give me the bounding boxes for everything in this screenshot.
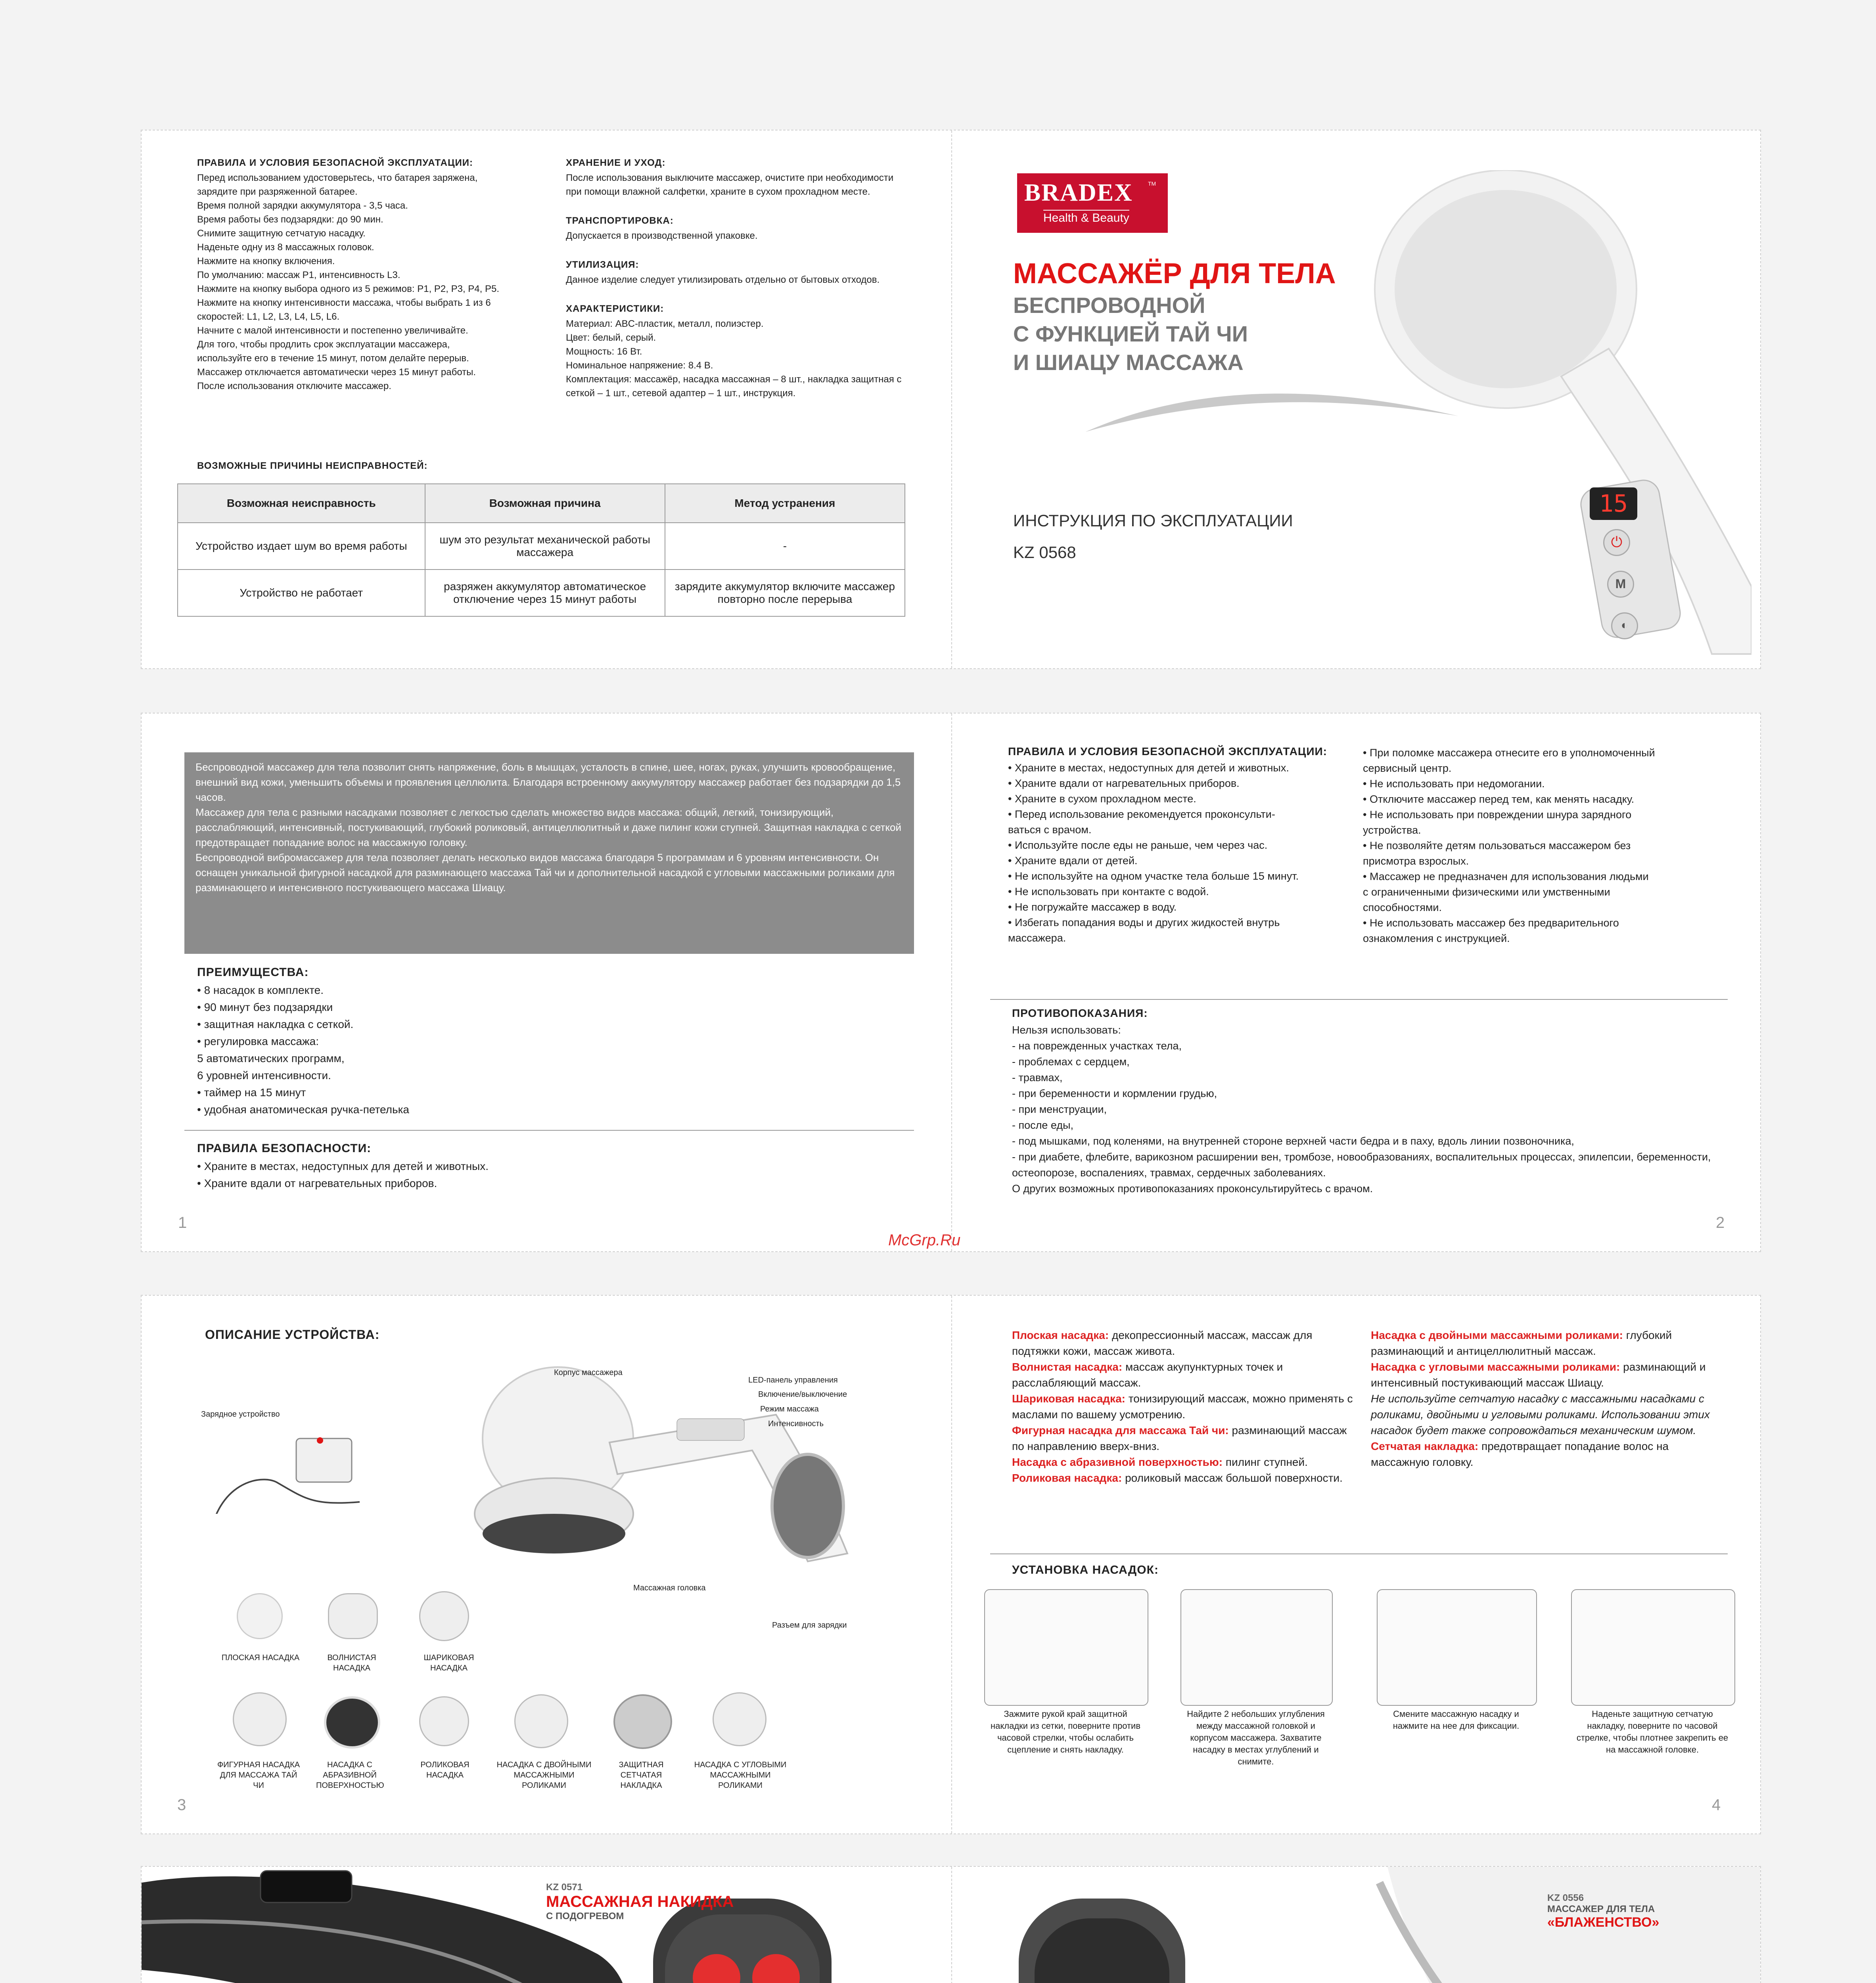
rules-line: Для того, чтобы продлить срок эксплуатации массажера,	[197, 339, 450, 350]
attachment-text: разминающий массаж по направлению вверх-вниз.	[1012, 1424, 1347, 1452]
mesh-desc	[1371, 1438, 1712, 1470]
attachment-term: Роликовая насадка:	[1012, 1472, 1122, 1484]
faults-title	[197, 460, 427, 474]
table-header-row	[178, 484, 905, 523]
caption-abrasive: НАСАДКА С АБРАЗИВНОЙ ПОВЕРХНОСТЬЮ	[316, 1761, 384, 1790]
contra-list	[1012, 1022, 1734, 1197]
attachment-term: Волнистая насадка:	[1012, 1361, 1123, 1373]
step-1-illustration	[984, 1589, 1148, 1706]
caption-wavy: ВОЛНИСТАЯ НАСАДКА	[327, 1653, 376, 1672]
table-cell: разряжен аккумулятор автоматическое отключение через 15 минут работы	[425, 570, 665, 616]
rules-line: Начните с малой интенсивности и постепенно увеличивайте.	[197, 325, 468, 336]
advantage-item: • регулировка массажа:	[197, 1035, 319, 1047]
storage-text: После использования выключите массажер, очистите при необходимости при помощи влажной салфетки, храните в сухом прохладном месте.	[566, 173, 894, 197]
mesh-term: Сетчатая накладка:	[1371, 1440, 1479, 1452]
step-1-text: Зажмите рукой край защитной накладки из сетки, поверните против часовой стрелки, чтобы ослабить сцепление и снять накладку.	[990, 1709, 1141, 1755]
rule-item: сервисный центр.	[1363, 762, 1452, 774]
brand-name: BRADEX	[1024, 179, 1133, 206]
rules-block	[197, 157, 554, 393]
rules-list	[197, 171, 554, 393]
rules-line: Нажмите на кнопку интенсивности массажа, чтобы выбрать 1 из 6	[197, 297, 491, 308]
mesh-note: Не используйте сетчатую насадку с массажными насадками с роликами, двойными и угловыми роликами. Использовании этих насадок будет также сопровождаться механическим шумом.	[1371, 1392, 1710, 1436]
attachment-description	[1012, 1454, 1353, 1470]
advantages-list	[197, 982, 554, 1118]
attachment-description	[1012, 1359, 1353, 1391]
device-title-text: ОПИСАНИЕ УСТРОЙСТВА:	[205, 1327, 380, 1342]
cover-subtitle-line: И ШИАЦУ МАССАЖА	[1013, 350, 1244, 375]
label-port: Разъем для зарядки	[772, 1621, 847, 1630]
transport-text: Допускается в производственной упаковке.	[566, 230, 758, 241]
table-cell: -	[665, 523, 905, 570]
rule-item: присмотра взрослых.	[1363, 855, 1469, 867]
rule-item: • При поломке массажера отнесите его в уполномоченный	[1363, 747, 1655, 759]
table-cell: шум это результат механической работы массажера	[425, 523, 665, 570]
storage-title: ХРАНЕНИЕ И УХОД:	[566, 157, 666, 168]
contra-item: - проблемах с сердцем,	[1012, 1056, 1130, 1068]
rules-line: скоростей: L1, L2, L3, L4, L5, L6.	[197, 311, 340, 322]
rules-line: Время полной зарядки аккумулятора - 3,5 часа.	[197, 200, 408, 211]
intro-paragraph: Беспроводной вибромассажер для тела позволяет делать несколько видов массажа благодаря 5 программам и 6 уровням интенсивности. Он оснащен уникальной фигурной насадкой для разминающего массажа Тай чи и дополнительной насадкой с угловыми массажными роликами для разминающего и интенсивного постукивающего массажа Шиацу.	[195, 852, 895, 894]
rule-item: • Храните в местах, недоступных для детей и животных.	[1008, 762, 1289, 774]
cover-title: МАССАЖЁР ДЛЯ ТЕЛА	[1013, 258, 1336, 290]
safety-block	[197, 1142, 792, 1192]
caption-mesh: ЗАЩИТНАЯ СЕТЧАТАЯ НАКЛАДКА	[619, 1761, 664, 1790]
contra-item: - под мышками, под коленями, на внутренней стороне верхней части бедра и в паху, вдоль линии позвоночника,	[1012, 1135, 1574, 1147]
brand-tm: TM	[1148, 180, 1156, 187]
fold-line	[951, 713, 952, 1251]
advantage-item: • таймер на 15 минут	[197, 1086, 306, 1099]
specs-list	[566, 317, 907, 400]
rule-item: • Не использовать массажер без предварительного	[1363, 917, 1619, 929]
rule-item: ваться с врачом.	[1008, 824, 1092, 836]
advantage-item: • 8 насадок в комплекте.	[197, 984, 324, 996]
desc-col2-list	[1371, 1327, 1712, 1391]
intensity-icon: ◐	[1611, 612, 1638, 639]
attachment-description	[1012, 1470, 1353, 1486]
massager-diagram	[451, 1347, 907, 1569]
sheet-device	[141, 1295, 1761, 1834]
rule-item: устройства.	[1363, 824, 1421, 836]
promo-kz0571	[546, 1882, 734, 1922]
description-col1	[1012, 1327, 1353, 1486]
attachment-taichi	[233, 1692, 287, 1746]
attachment-text: глубокий разминающий и антицеллюлитный массаж.	[1371, 1329, 1672, 1357]
attachment-term: Насадка с двойными массажными роликами:	[1371, 1329, 1623, 1341]
step-2-text: Найдите 2 небольших углубления между массажной головкой и корпусом массажера. Захватите насадку в местах углублений и снимите.	[1187, 1709, 1325, 1766]
faults-title-text: ВОЗМОЖНЫЕ ПРИЧИНЫ НЕИСПРАВНОСТЕЙ:	[197, 460, 428, 471]
advantage-item: • защитная накладка с сеткой.	[197, 1018, 354, 1030]
rules-line: По умолчанию: массаж P1, интенсивность L3.	[197, 270, 400, 280]
page-number: 2	[1716, 1214, 1725, 1231]
rules-line: используйте его в течение 15 минут, потом делайте перерыв.	[197, 353, 469, 364]
step-3-text: Смените массажную насадку и нажмите на нее для фиксации.	[1393, 1709, 1520, 1731]
attachment-description	[1371, 1327, 1712, 1359]
table-header-cell: Возможная причина	[425, 484, 665, 523]
rules-title: ПРАВИЛА И УСЛОВИЯ БЕЗОПАСНОЙ ЭКСПЛУАТАЦИИ:	[197, 157, 473, 168]
sub-kz0571: С ПОДОГРЕВОМ	[546, 1911, 624, 1922]
attachment-wavy	[328, 1593, 378, 1639]
rule-item: • Используйте после еды не раньше, чем через час.	[1008, 839, 1268, 851]
rule-item: • Храните вдали от детей.	[1008, 855, 1138, 867]
intro-text	[195, 759, 903, 895]
cover-subtitle-line: БЕСПРОВОДНОЙ	[1013, 293, 1205, 318]
cover-subtitle-line: С ФУНКЦИЕЙ ТАЙ ЧИ	[1013, 321, 1248, 346]
attachment-term: Насадка с абразивной поверхностью:	[1012, 1456, 1223, 1468]
specs-line: Номинальное напряжение: 8.4 В.	[566, 360, 713, 371]
rule-item: • Массажер не предназначен для использования людьми	[1363, 871, 1649, 882]
advantage-item: • удобная анатомическая ручка-петелька	[197, 1103, 410, 1116]
divider	[184, 1130, 914, 1131]
caption-roller: РОЛИКОВАЯ НАСАДКА	[420, 1761, 469, 1780]
sheet-promo	[141, 1866, 1761, 1983]
rule-item: • Отключите массажер перед тем, как менять насадку.	[1363, 793, 1635, 805]
step-4-illustration	[1571, 1589, 1735, 1706]
attachment-ball	[419, 1591, 469, 1641]
disposal-text: Данное изделие следует утилизировать отдельно от бытовых отходов.	[566, 274, 880, 285]
install-steps	[984, 1589, 1738, 1799]
attachment-description	[1012, 1391, 1353, 1423]
advantage-item: 5 автоматических программ,	[197, 1052, 345, 1064]
advantage-item: • 90 минут без подзарядки	[197, 1001, 333, 1013]
rule-item: с ограниченными физическими или умственными	[1363, 886, 1610, 898]
table-row	[178, 523, 905, 570]
label-head: Массажная головка	[633, 1584, 706, 1592]
rules-line: Перед использованием удостоверьтесь, что батарея заряжена,	[197, 173, 478, 183]
contra-item: - на поврежденных участках тела,	[1012, 1040, 1182, 1052]
specs-line: Мощность: 16 Вт.	[566, 346, 642, 357]
attachment-term: Шариковая насадка:	[1012, 1392, 1125, 1405]
code-kz0556: KZ 0556	[1547, 1893, 1584, 1903]
mesh-text: предотвращает попадание волос на массажную головку.	[1371, 1440, 1669, 1468]
rule-item: способностями.	[1363, 901, 1442, 913]
power-icon: ⏻	[1603, 529, 1630, 556]
attachment-text: массаж акупунктурных точек и расслабляющий массаж.	[1012, 1361, 1283, 1389]
rules-block-3	[1363, 745, 1720, 946]
table-header-cell: Возможная неисправность	[178, 484, 425, 523]
table-header-cell: Метод устранения	[665, 484, 905, 523]
attachment-term: Фигурная насадка для массажа Тай чи:	[1012, 1424, 1229, 1436]
contra-item: - травмах,	[1012, 1072, 1063, 1084]
sub-kz0556: МАССАЖЕР ДЛЯ ТЕЛА	[1547, 1904, 1655, 1914]
label-charger: Зарядное устройство	[201, 1410, 280, 1419]
rules-col2	[1363, 745, 1720, 946]
specs-line: Комплектация: массажёр, насадка массажная – 8 шт., накладка защитная с сеткой – 1 шт., сетевой адаптер – 1 шт., инструкция.	[566, 374, 902, 399]
intro-box	[184, 752, 914, 954]
massager-illustration	[1355, 170, 1751, 662]
attachment-text: разминающий и интенсивный постукивающий массаж Шиацу.	[1371, 1361, 1706, 1389]
caption-flat: ПЛОСКАЯ НАСАДКА	[221, 1653, 300, 1662]
step-4-text: Наденьте защитную сетчатую накладку, поверните по часовой стрелке, чтобы плотнее закрепить ее на массажной головке.	[1576, 1709, 1728, 1755]
safety-item: • Храните вдали от нагревательных приборов.	[197, 1177, 437, 1189]
rules-col1	[1008, 760, 1365, 946]
led-display: 15	[1590, 487, 1637, 520]
fold-line	[951, 130, 952, 668]
rules-line: Массажер отключается автоматически через 15 минут работы.	[197, 367, 476, 378]
device-title	[205, 1327, 379, 1344]
contra-title: ПРОТИВОПОКАЗАНИЯ:	[1012, 1007, 1148, 1019]
attachment-text: роликовый массаж большой поверхности.	[1122, 1472, 1343, 1484]
attachment-flat	[237, 1593, 283, 1639]
attachment-mesh	[613, 1694, 672, 1749]
attachment-double-roller	[514, 1694, 568, 1748]
rule-item: • Избегать попадания воды и других жидкостей внутрь	[1008, 917, 1280, 928]
rules-line: Снимите защитную сетчатую насадку.	[197, 228, 366, 239]
attachment-abrasive	[324, 1696, 380, 1749]
caption-ball: ШАРИКОВАЯ НАСАДКА	[423, 1653, 474, 1672]
transport-title: ТРАНСПОРТИРОВКА:	[566, 215, 674, 226]
label-body: Корпус массажера	[554, 1368, 623, 1377]
code-kz0571: KZ 0571	[546, 1882, 583, 1893]
rules-line: Нажмите на кнопку включения.	[197, 256, 335, 267]
table-row	[178, 570, 905, 616]
divider	[990, 1553, 1728, 1554]
title-kz0571: МАССАЖНАЯ НАКИДКА	[546, 1893, 734, 1910]
attachment-description	[1012, 1423, 1353, 1454]
attachment-angle-roller	[713, 1692, 766, 1746]
rule-item: • Не использовать при контакте с водой.	[1008, 886, 1209, 898]
contra-block	[1012, 1007, 1734, 1197]
rule-item: • Не использовать при недомогании.	[1363, 778, 1545, 790]
rules-line: Время работы без подзарядки: до 90 мин.	[197, 214, 383, 225]
manual-label: ИНСТРУКЦИЯ ПО ЭКСПЛУАТАЦИИ	[1013, 511, 1293, 530]
disposal-title: УТИЛИЗАЦИЯ:	[566, 259, 639, 270]
charger-illustration	[201, 1423, 379, 1514]
page-number: 1	[178, 1214, 187, 1231]
safety-title: ПРАВИЛА БЕЗОПАСНОСТИ:	[197, 1142, 372, 1155]
table-cell: зарядите аккумулятор включите массажер повторно после перерыва	[665, 570, 905, 616]
rules-title-2: ПРАВИЛА И УСЛОВИЯ БЕЗОПАСНОЙ ЭКСПЛУАТАЦИИ:	[1008, 745, 1327, 758]
brand-tagline: Health & Beauty	[1043, 210, 1129, 225]
contra-item: - при диабете, флебите, варикозном расширении вен, тромбозе, новообразованиях, воспалительных процессах, эпилепсии, беременности, остеопорозе, воспалениях, травмах, сердечных заболеваниях.	[1012, 1151, 1711, 1179]
contra-item: Нельзя использовать:	[1012, 1024, 1121, 1036]
specs-line: Материал: ABC-пластик, металл, полиэстер.	[566, 318, 764, 329]
sheet-cover	[141, 130, 1761, 669]
rules-line: После использования отключите массажер.	[197, 381, 391, 391]
safety-item: • Храните в местах, недоступных для детей и животных.	[197, 1160, 489, 1172]
rule-item: • Не использовать при повреждении шнура зарядного	[1363, 809, 1632, 821]
contra-item: - после еды,	[1012, 1119, 1073, 1131]
specs-line: Цвет: белый, серый.	[566, 332, 656, 343]
mode-icon: M	[1607, 571, 1634, 598]
install-title	[1012, 1563, 1159, 1579]
caption-double-roller: НАСАДКА С ДВОЙНЫМИ МАССАЖНЫМИ РОЛИКАМИ	[496, 1761, 592, 1790]
attachment-description	[1371, 1359, 1712, 1391]
caption-angle-roller: НАСАДКА С УГЛОВЫМИ МАССАЖНЫМИ РОЛИКАМИ	[694, 1761, 787, 1790]
step-2-illustration	[1180, 1589, 1333, 1706]
table-body	[178, 523, 905, 616]
rules-line: Наденьте одну из 8 массажных головок.	[197, 242, 374, 253]
model-label: KZ 0568	[1013, 543, 1076, 562]
label-led: LED-панель управления	[748, 1376, 838, 1385]
attachment-text: пилинг ступней.	[1223, 1456, 1308, 1468]
install-title-text: УСТАНОВКА НАСАДОК:	[1012, 1563, 1159, 1576]
watermark: McGrp.Ru	[888, 1231, 961, 1249]
rule-item: • Не используйте на одном участке тела больше 15 минут.	[1008, 870, 1299, 882]
divider	[990, 999, 1728, 1000]
rule-item: • Не позволяйте детям пользоваться массажером без	[1363, 840, 1631, 852]
label-intensity: Интенсивность	[768, 1419, 824, 1428]
label-power: Включение/выключение	[758, 1390, 847, 1399]
rule-item: • Не погружайте массажер в воду.	[1008, 901, 1177, 913]
safety-list	[197, 1158, 792, 1192]
table-cell: Устройство издает шум во время работы	[178, 523, 425, 570]
attachment-term: Плоская насадка:	[1012, 1329, 1109, 1341]
attachment-term: Насадка с угловыми массажными роликами:	[1371, 1361, 1620, 1373]
rule-item: • Храните в сухом прохладном месте.	[1008, 793, 1196, 805]
intro-paragraph: Беспроводной массажер для тела позволит снять напряжение, боль в мышцах, усталость в спине, шее, ногах, руках, улучшить кровообращение, внешний вид кожи, уменьшить объемы и проявления целлюлита. Благодаря встроенному аккумулятору массажер работает без подзарядки до 1,5 часов.	[195, 761, 901, 803]
advantages-title: ПРЕИМУЩЕСТВА:	[197, 966, 309, 979]
contra-item: О других возможных противопоказаниях проконсультируйтесь с врачом.	[1012, 1183, 1373, 1195]
table-cell: Устройство не работает	[178, 570, 425, 616]
page-number: 3	[177, 1796, 186, 1814]
description-col2	[1371, 1327, 1712, 1470]
rule-item: • Храните вдали от нагревательных приборов.	[1008, 777, 1240, 789]
rules-line: зарядите при разряженной батарее.	[197, 186, 358, 197]
rule-item: массажера.	[1008, 932, 1066, 944]
rules-line: Нажмите на кнопку выбора одного из 5 режимов: P1, P2, P3, P4, P5.	[197, 284, 500, 294]
attachment-text: декопрессионный массаж, массаж для подтяжки кожи, массаж живота.	[1012, 1329, 1313, 1357]
contra-item: - при беременности и кормлении грудью,	[1012, 1087, 1217, 1099]
rule-item: • Перед использование рекомендуется проконсульти-	[1008, 808, 1275, 820]
brand-logo	[1017, 173, 1168, 233]
storage-block	[566, 157, 907, 400]
rules-block-2	[1008, 745, 1365, 946]
label-mode: Режим массажа	[760, 1405, 819, 1413]
promo-kz0556	[1547, 1893, 1659, 1930]
advantage-item: 6 уровней интенсивности.	[197, 1069, 331, 1082]
contra-item: - при менструации,	[1012, 1103, 1107, 1115]
advantages-block	[197, 966, 554, 1118]
sheet-info	[141, 713, 1761, 1252]
cover-subtitle	[1013, 291, 1248, 377]
attachment-description	[1012, 1327, 1353, 1359]
fold-line	[951, 1296, 952, 1833]
step-3-illustration	[1377, 1589, 1537, 1706]
intro-paragraph: Массажер для тела с разными насадками позволяет с легкостью сделать множество видов массажа: общий, легкий, тонизирующий, расслабляющий, интенсивный, постукивающий, глубокий роликовый, антицеллюлитный и даже пилинг кожи ступней. Защитная накладка с сеткой предотвращает попадание волос на массажную головку.	[195, 806, 901, 848]
specs-title: ХАРАКТЕРИСТИКИ:	[566, 303, 664, 314]
page-number: 4	[1712, 1796, 1721, 1814]
title-kz0556: «БЛАЖЕНСТВО»	[1547, 1915, 1659, 1930]
faults-table	[177, 483, 905, 617]
attachment-roller	[419, 1696, 469, 1746]
attachment-text: тонизирующий массаж, можно применять с маслами по вашему усмотрению.	[1012, 1392, 1353, 1421]
caption-taichi: ФИГУРНАЯ НАСАДКА ДЛЯ МАССАЖА ТАЙ ЧИ	[217, 1761, 300, 1790]
rule-item: ознакомления с инструкцией.	[1363, 932, 1510, 944]
